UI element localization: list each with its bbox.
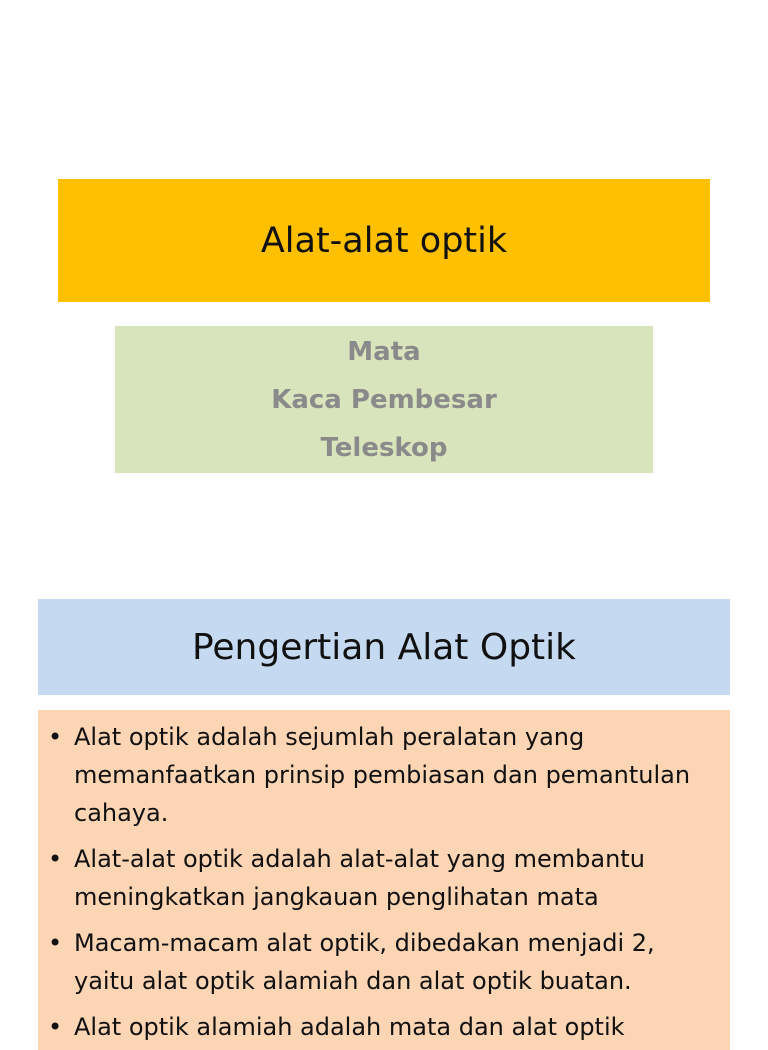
bullet-text: Alat optik adalah sejumlah peralatan yang memanfaatkan prinsip pembiasan dan pemantulan cahaya. [74,723,691,827]
subtitle-item-mata: Mata [347,336,421,367]
title-box [58,179,710,302]
bullet-dot-icon: • [48,723,63,751]
bullet-dot-icon: • [48,929,63,957]
bullet-dot-icon: • [48,1013,63,1041]
heading-box [38,599,730,695]
bullet-text: Alat optik alamiah adalah mata dan alat optik [74,1013,625,1041]
bullet-item [48,1008,700,1046]
bullet-item [48,718,700,832]
subtitle-list [115,326,653,473]
subtitle-item-kaca-pembesar: Kaca Pembesar [271,384,497,415]
bullet-list [38,710,730,1046]
bullet-dot-icon: • [48,845,63,873]
section-heading: Pengertian Alat Optik [191,626,577,668]
subtitle-item-teleskop: Teleskop [320,432,448,463]
slide-title: Alat-alat optik [260,220,508,261]
bullet-item [48,840,700,916]
bullet-item [48,924,700,1000]
bullet-text: Macam-macam alat optik, dibedakan menjadi 2, yaitu alat optik alamiah dan alat optik buatan. [74,929,655,995]
content-box [38,710,730,1050]
bullet-text: Alat-alat optik adalah alat-alat yang membantu meningkatkan jangkauan penglihatan mata [74,845,645,911]
